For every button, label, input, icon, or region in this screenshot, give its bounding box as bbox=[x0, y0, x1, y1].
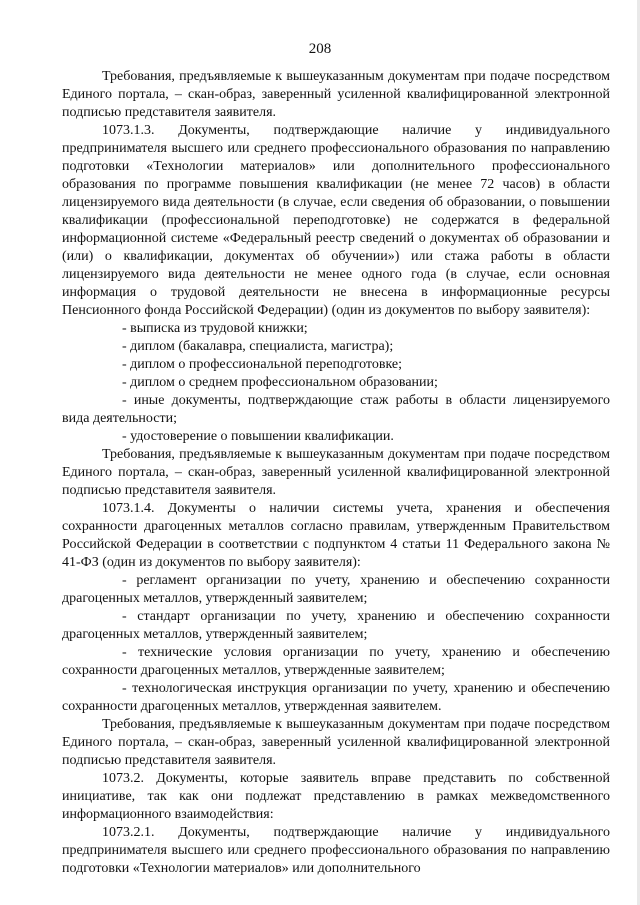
list-item: - технологическая инструкция организации по учету, хранению и обеспечению сохранности драгоценных металлов, утвержденная заявителем. bbox=[62, 681, 610, 714]
document-body bbox=[62, 68, 610, 878]
list-item: - регламент организации по учету, хранению и обеспечению сохранности драгоценных металлов, утвержденный заявителем; bbox=[62, 573, 610, 606]
list-item: - удостоверение о повышении квалификации. bbox=[122, 429, 394, 444]
list-item: - диплом о среднем профессиональном образовании; bbox=[122, 375, 438, 390]
paragraph: Требования, предъявляемые к вышеуказанным документам при подаче посредством Единого портала, – скан-образ, заверенный усиленной квалифицированной электронной подписью представителя заявителя. bbox=[62, 69, 610, 120]
paragraph: Требования, предъявляемые к вышеуказанным документам при подаче посредством Единого портала, – скан-образ, заверенный усиленной квалифицированной электронной подписью представителя заявителя. bbox=[62, 447, 610, 498]
paragraph: 1073.1.4. Документы о наличии системы учета, хранения и обеспечения сохранности драгоценных металлов согласно правилам, утвержденным Правительством Российской Федерации в соответствии с подпунктом 4 статьи 11 Федерального закона № 41-ФЗ (один из документов по выбору заявителя): bbox=[62, 501, 610, 570]
list-item: - диплом (бакалавра, специалиста, магистра); bbox=[122, 339, 394, 354]
list-item: - диплом о профессиональной переподготовке; bbox=[122, 357, 403, 372]
list-item: - иные документы, подтверждающие стаж работы в области лицензируемого вида деятельности; bbox=[62, 393, 610, 426]
list-item: - технические условия организации по учету, хранению и обеспечению сохранности драгоценных металлов, утвержденные заявителем; bbox=[62, 645, 610, 678]
paragraph: 1073.1.3. Документы, подтверждающие наличие у индивидуального предпринимателя высшего или среднего профессионального образования по направлению подготовки «Технологии материалов» или дополнительного профессионального образования по программе повышения квалификации (не менее 72 часов) в области лицензируемого вида деятельности (в случае, если сведения об образовании, о повышении квалификации (профессиональной переподготовке) не содержатся в федеральной информационной системе «Федеральный реестр сведений о документах об образовании и (или) о квалификации, документах об обучении») или стажа работы в области лицензируемого вида деятельности не менее одного года (в случае, если основная информация о трудовой деятельности не внесена в информационные ресурсы Пенсионного фонда Российской Федерации) (один из документов по выбору заявителя): bbox=[62, 123, 610, 318]
paragraph: 1073.2.1. Документы, подтверждающие наличие у индивидуального предпринимателя высшего или среднего профессионального образования по направлению подготовки «Технологии материалов» или дополнительного bbox=[62, 825, 610, 876]
paragraph: 1073.2. Документы, которые заявитель вправе представить по собственной инициативе, так как они подлежат представлению в рамках межведомственного информационного взаимодействия: bbox=[62, 771, 610, 822]
list-item: - стандарт организации по учету, хранению и обеспечению сохранности драгоценных металлов, утвержденный заявителем; bbox=[62, 609, 610, 642]
page-number: 208 bbox=[308, 41, 332, 57]
list-item: - выписка из трудовой книжки; bbox=[122, 321, 308, 336]
paragraph: Требования, предъявляемые к вышеуказанным документам при подаче посредством Единого портала, – скан-образ, заверенный усиленной квалифицированной электронной подписью представителя заявителя. bbox=[62, 717, 610, 768]
